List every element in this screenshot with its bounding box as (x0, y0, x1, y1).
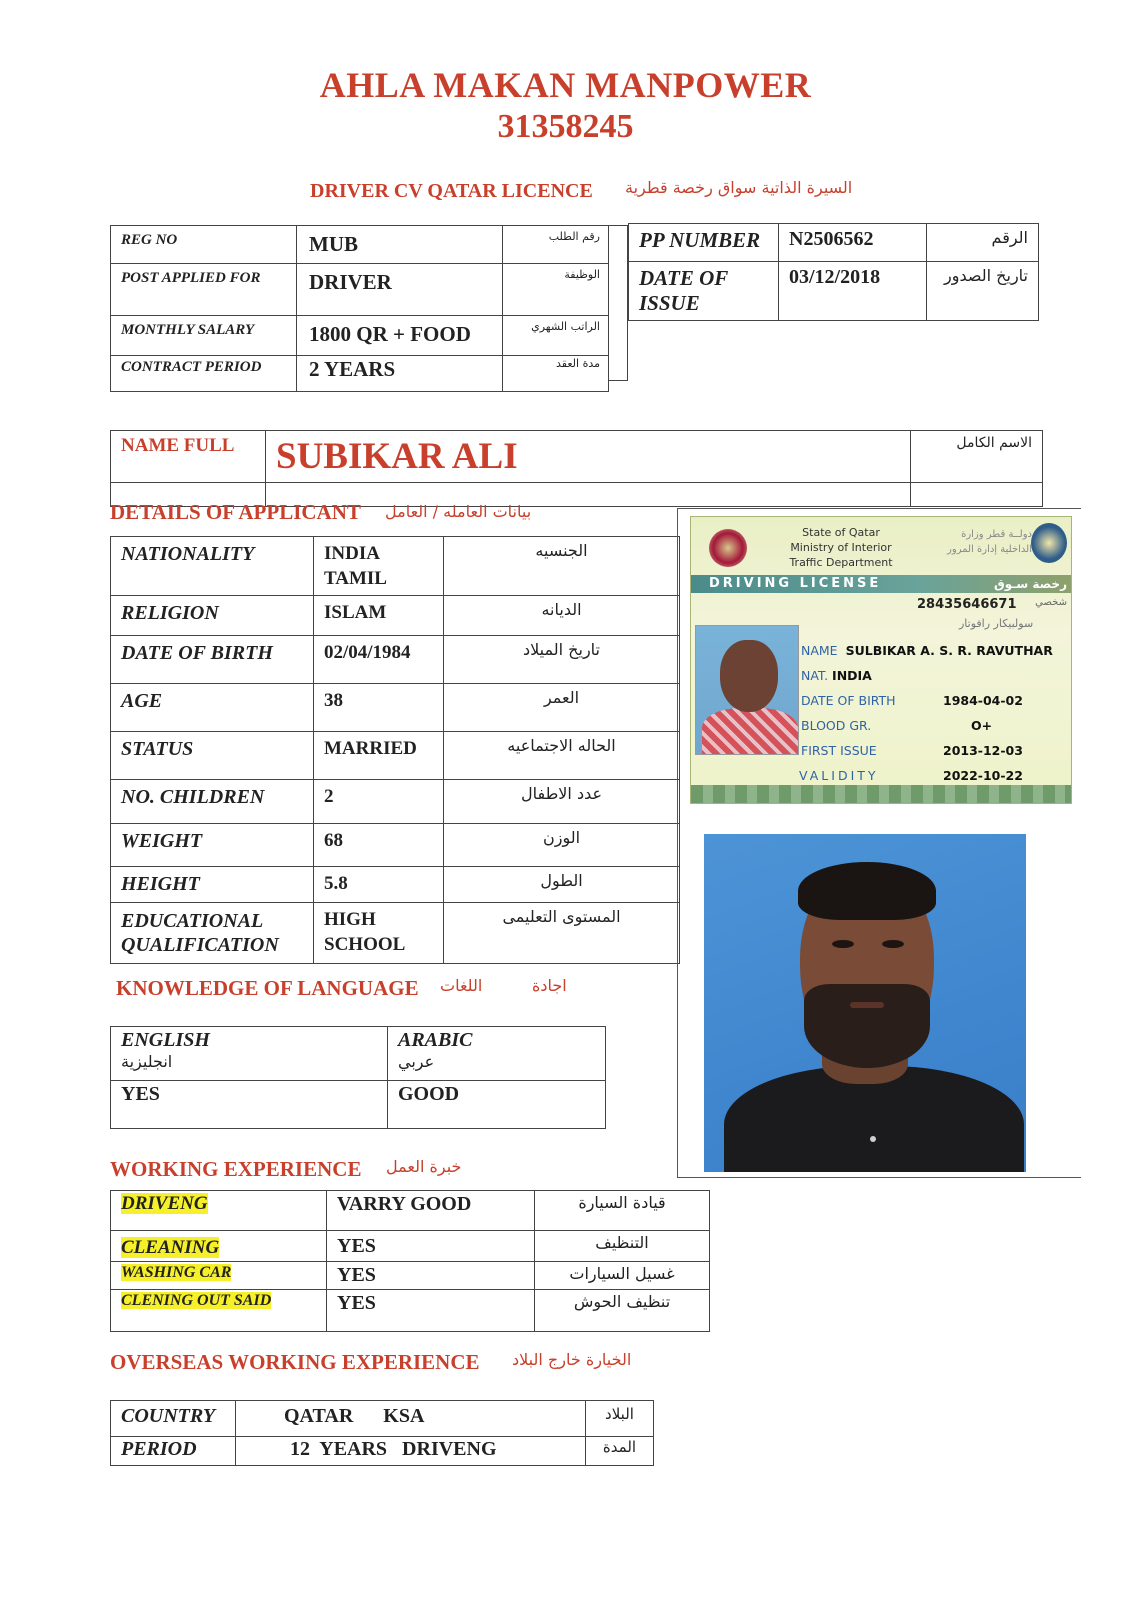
dob-value: 02/04/1984 (314, 636, 444, 684)
skill-washing-level: YES (327, 1262, 535, 1290)
photo-mouth (850, 1002, 884, 1008)
licence-value: INDIA (832, 668, 872, 683)
post-value: DRIVER (297, 264, 503, 316)
applicant-photo (692, 828, 1026, 1172)
licence-row-nat (801, 668, 872, 683)
photo-beard (804, 984, 930, 1068)
religion-value: ISLAM (314, 596, 444, 636)
driving-licence-card (690, 516, 1072, 804)
reg-no-value: MUB (297, 226, 503, 264)
company-name: AHLA MAKAN MANPOWER (319, 65, 812, 105)
table-row (629, 262, 1039, 321)
details-table (110, 536, 680, 964)
name-table (110, 430, 1043, 507)
company-phone: 31358245 (497, 108, 634, 145)
skill-washing: WASHING CAR (121, 1264, 232, 1281)
licence-ministry: Ministry of Interior (790, 541, 892, 554)
work-table (110, 1190, 710, 1332)
table-row (111, 226, 609, 264)
language-arabic-level: GOOD (388, 1081, 606, 1129)
age-label: AGE (111, 684, 314, 732)
education-label: EDUCATIONAL QUALIFICATION (111, 903, 314, 964)
nationality-value: INDIA TAMIL (314, 537, 444, 596)
contract-value: 2 YEARS (297, 356, 503, 392)
licence-label: NAT. (801, 668, 829, 683)
licence-issuer (761, 525, 921, 570)
skill-driving-ar: قيادة السيارة (535, 1191, 710, 1231)
post-label-ar: الوظيفة (503, 264, 609, 316)
pp-issue-value: 03/12/2018 (779, 262, 927, 321)
salary-value: 1800 QR + FOOD (297, 316, 503, 356)
pp-issue-label-ar: تاريخ الصدور (927, 262, 1039, 321)
table-row (111, 264, 609, 316)
country-value: QATAR KSA (236, 1401, 586, 1437)
age-value: 38 (314, 684, 444, 732)
reg-no-label-ar: رقم الطلب (503, 226, 609, 264)
language-arabic-ar: عربي (398, 1052, 435, 1071)
photo-hair (798, 862, 936, 920)
dob-label: DATE OF BIRTH (111, 636, 314, 684)
skill-cleaning-ar: التنظيف (535, 1231, 710, 1262)
table-row (111, 867, 680, 903)
language-table (110, 1026, 606, 1129)
salary-label: MONTHLY SALARY (111, 316, 297, 356)
details-section-title-ar: بيانات العامله / العامل (385, 502, 532, 521)
table-row (111, 1262, 710, 1290)
age-label-ar: العمر (444, 684, 680, 732)
children-label: NO. CHILDREN (111, 780, 314, 824)
table-row (111, 356, 609, 392)
name-label-ar: الاسم الكامل (911, 431, 1043, 483)
name-value: SUBIKAR ALI (266, 431, 911, 483)
licence-band-label-ar: رخصة سـوق (994, 577, 1067, 591)
religion-label: RELIGION (111, 596, 314, 636)
table-row (111, 780, 680, 824)
skill-driving: DRIVENG (121, 1193, 208, 1214)
skill-outside: CLENING OUT SAID (121, 1292, 272, 1309)
job-table-border (608, 225, 628, 381)
pp-number-label: PP NUMBER (629, 224, 779, 262)
table-row (111, 1027, 606, 1081)
licence-row-dob (801, 693, 896, 708)
country-label: COUNTRY (111, 1401, 236, 1437)
language-english-ar: انجليزية (121, 1052, 173, 1071)
licence-photo (695, 625, 799, 755)
height-value: 5.8 (314, 867, 444, 903)
language-english: ENGLISH (121, 1029, 210, 1051)
photo-eye (832, 940, 854, 948)
table-row (111, 732, 680, 780)
table-row (111, 537, 680, 596)
licence-department: Traffic Department (789, 556, 893, 569)
licence-row-blood (801, 718, 871, 733)
contract-label: CONTRACT PERIOD (111, 356, 297, 392)
photo-shirt-button (870, 1136, 876, 1142)
details-section-title: DETAILS OF APPLICANT (110, 500, 361, 524)
nationality-label: NATIONALITY (111, 537, 314, 596)
work-section-title-ar: خبرة العمل (386, 1157, 462, 1176)
language-arabic: ARABIC (398, 1029, 473, 1051)
language-arabic-cell (388, 1027, 606, 1081)
table-row (111, 596, 680, 636)
licence-label: BLOOD GR. (801, 718, 872, 733)
weight-label-ar: الوزن (444, 824, 680, 867)
qatar-emblem-icon (709, 529, 747, 567)
table-row (111, 1290, 710, 1332)
status-value: MARRIED (314, 732, 444, 780)
status-label-ar: الحاله الاجتماعيه (444, 732, 680, 780)
licence-issuer-ar: دولــة قطر وزارة الداخلية إدارة المرور (947, 529, 1032, 555)
education-value: HIGH SCHOOL (314, 903, 444, 964)
children-label-ar: عدد الاطفال (444, 780, 680, 824)
table-row (111, 824, 680, 867)
dob-label-ar: تاريخ الميلاد (444, 636, 680, 684)
period-label-ar: المدة (586, 1437, 654, 1466)
licence-band-label: DRIVING LICENSE (709, 576, 882, 591)
licence-row-validity (799, 768, 879, 783)
weight-value: 68 (314, 824, 444, 867)
country-label-ar: البلاد (586, 1401, 654, 1437)
photo-eye (882, 940, 904, 948)
skill-driving-level: VARRY GOOD (327, 1191, 535, 1231)
table-row (111, 1401, 654, 1437)
religion-label-ar: الديانه (444, 596, 680, 636)
cv-title-arabic: السيرة الذاتية سواق رخصة قطرية (625, 178, 853, 197)
weight-label: WEIGHT (111, 824, 314, 867)
overseas-table (110, 1400, 654, 1466)
nationality-label-ar: الجنسيه (444, 537, 680, 596)
height-label: HEIGHT (111, 867, 314, 903)
reg-no-label: REG NO (111, 226, 297, 264)
skill-driving-cell (111, 1191, 327, 1231)
table-row (111, 903, 680, 964)
overseas-section-title: OVERSEAS WORKING EXPERIENCE (110, 1350, 480, 1374)
licence-label: FIRST ISSUE (801, 743, 877, 758)
table-row (111, 316, 609, 356)
photo-background (704, 834, 1026, 1172)
empty-cell (266, 483, 911, 507)
traffic-emblem-icon (1031, 523, 1067, 563)
licence-value: SULBIKAR A. S. R. RAVUTHAR (845, 643, 1053, 658)
table-row (111, 431, 1043, 483)
status-label: STATUS (111, 732, 314, 780)
skill-cleaning-cell (111, 1231, 327, 1262)
cv-title: DRIVER CV QATAR LICENCE (310, 180, 593, 202)
skill-washing-ar: غسيل السيارات (535, 1262, 710, 1290)
licence-state: State of Qatar (802, 526, 880, 539)
contract-label-ar: مدة العقد (503, 356, 609, 392)
table-row (111, 1191, 710, 1231)
skill-outside-level: YES (327, 1290, 535, 1332)
licence-label: DATE OF BIRTH (801, 693, 896, 708)
table-row (111, 684, 680, 732)
height-label-ar: الطول (444, 867, 680, 903)
name-label: NAME FULL (111, 431, 266, 483)
licence-number: 28435646671 (917, 597, 1017, 612)
licence-photo-face (720, 640, 778, 712)
overseas-section-title-ar: الخيارة خارج البلاد (512, 1350, 632, 1369)
pp-issue-label: DATE OF ISSUE (629, 262, 779, 321)
skill-outside-cell (111, 1290, 327, 1332)
licence-pattern-strip (691, 785, 1072, 804)
pp-number-label-ar: الرقم (927, 224, 1039, 262)
empty-cell (911, 483, 1043, 507)
skill-outside-ar: تنظيف الحوش (535, 1290, 710, 1332)
licence-number-label-ar: شخصي (1035, 597, 1067, 608)
licence-row-first-issue (801, 743, 877, 758)
language-section-title: KNOWLEDGE OF LANGUAGE (116, 976, 419, 1000)
skill-washing-cell (111, 1262, 327, 1290)
table-row (111, 636, 680, 684)
licence-label: NAME (801, 643, 838, 658)
salary-label-ar: الراتب الشهري (503, 316, 609, 356)
licence-value-validity: 2022-10-22 (943, 768, 1023, 783)
licence-value-blood: O+ (971, 718, 993, 733)
table-row (629, 224, 1039, 262)
post-label: POST APPLIED FOR (111, 264, 297, 316)
passport-table (628, 223, 1039, 321)
children-value: 2 (314, 780, 444, 824)
table-row (111, 1437, 654, 1466)
period-value: 12 YEARS DRIVENG (236, 1437, 586, 1466)
skill-cleaning: CLEANING (121, 1237, 220, 1258)
pp-number-value: N2506562 (779, 224, 927, 262)
skill-cleaning-level: YES (327, 1231, 535, 1262)
language-fluent-ar: اجادة (532, 976, 567, 995)
licence-value-first-issue: 2013-12-03 (943, 743, 1023, 758)
language-english-level: YES (111, 1081, 388, 1129)
table-row (111, 1231, 710, 1262)
job-info-table (110, 225, 609, 392)
licence-value-dob: 1984-04-02 (943, 693, 1023, 708)
licence-label: VALIDITY (799, 768, 879, 783)
table-row (111, 1081, 606, 1129)
licence-photo-shirt (702, 708, 798, 755)
licence-row-name (801, 643, 1053, 658)
licence-name-ar: سولبيكار رافوتار (959, 617, 1034, 630)
language-english-cell (111, 1027, 388, 1081)
period-label: PERIOD (111, 1437, 236, 1466)
work-section-title: WORKING EXPERIENCE (110, 1157, 362, 1181)
education-label-ar: المستوى التعليمى (444, 903, 680, 964)
language-section-title-ar: اللغات (440, 976, 483, 995)
